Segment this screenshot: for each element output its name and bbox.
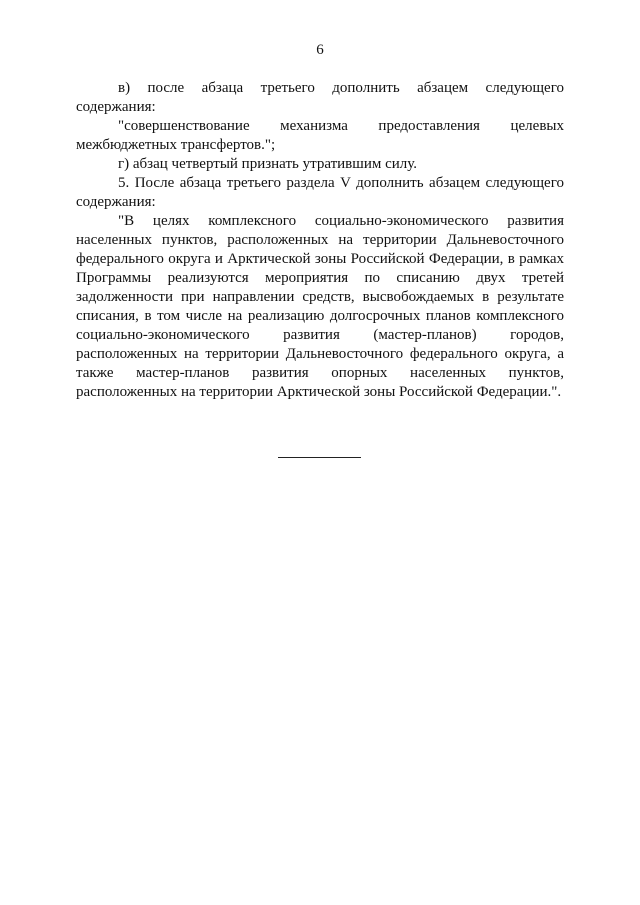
paragraph-5: 5. После абзаца третьего раздела V дополнить абзацем следующего содержания:: [76, 175, 564, 210]
paragraph-quote-development: "В целях комплексного социально-экономического развития населенных пунктов, расположенных на территории Дальневосточного федерального округа и Арктической зоны Российской Федерации, в рамках Программы реализуются мероприятия по списанию двух третей задолженности при направлении средств, высвобождаемых в результате списания, в том числе на реализацию долгосрочных планов комплексного социально-экономического развития (мастер-планов) городов, расположенных на территории Дальневосточного федерального округа, а также мастер-планов развития опорных населенных пунктов, расположенных на территории Арктической зоны Российской Федерации.".: [76, 213, 564, 400]
end-separator-line: [278, 457, 361, 458]
paragraph-g: г) абзац четвертый признать утратившим силу.: [118, 156, 418, 172]
page-number: 6: [316, 42, 324, 58]
document-body: [76, 79, 564, 402]
paragraph-quote-transfers: "совершенствование механизма предоставления целевых межбюджетных трансфертов.";: [76, 118, 564, 153]
paragraph-v: в) после абзаца третьего дополнить абзацем следующего содержания:: [76, 80, 564, 115]
